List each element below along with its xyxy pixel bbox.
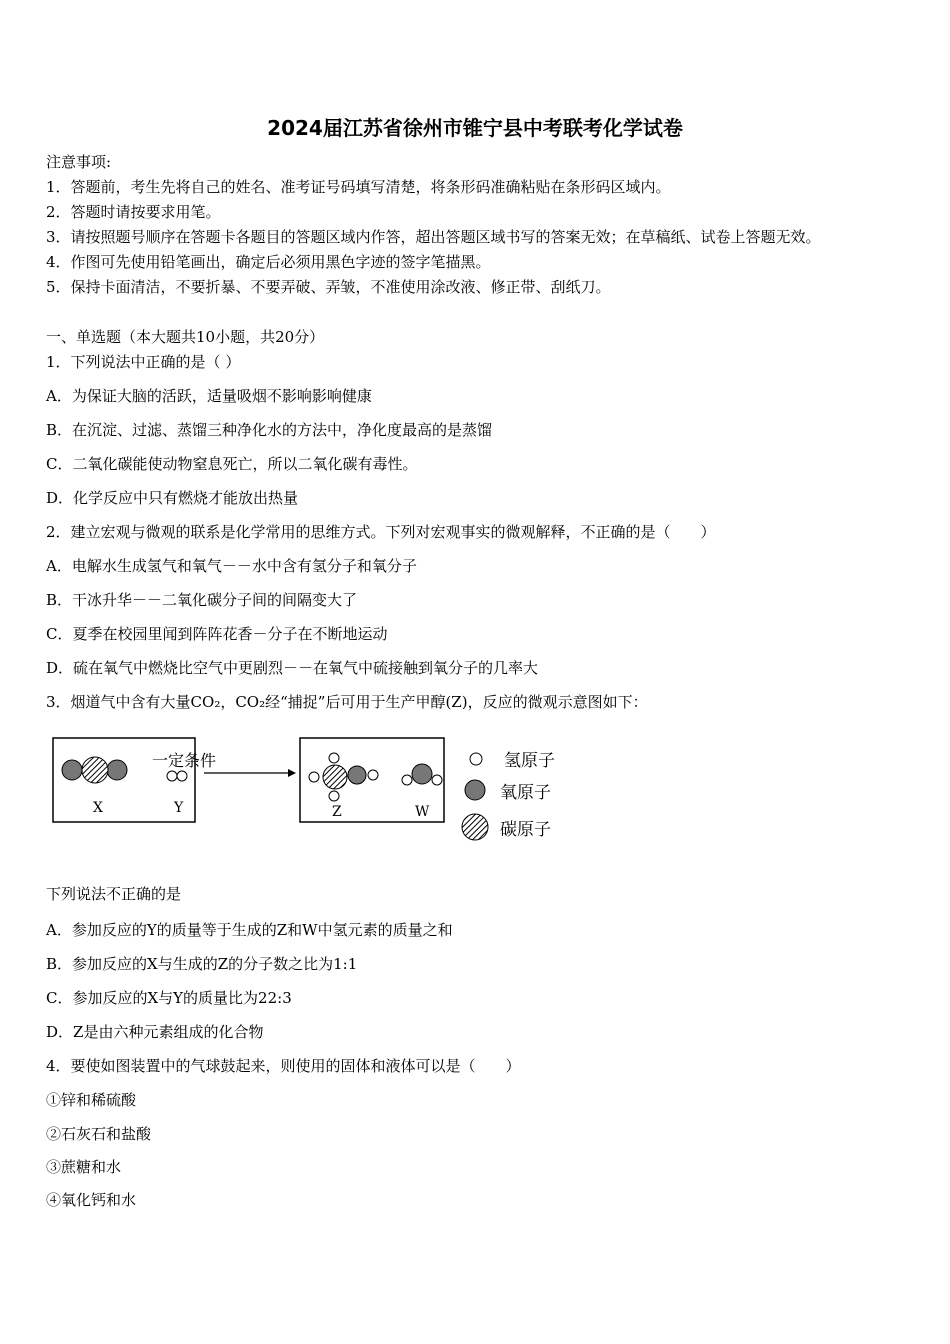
notice-item: 3．请按照题号顺序在答题卡各题目的答题区域内作答，超出答题区域书写的答案无效；在草稿纸、试卷上答题无效。 (46, 228, 821, 246)
notice-heading: 注意事项: (46, 153, 112, 171)
label-y: Y (174, 800, 184, 816)
hydrogen-atom-icon (466, 749, 496, 769)
legend-hydrogen: 氢原子 (466, 746, 555, 771)
question-3-option-c: C．参加反应的X与Y的质量比为22:3 (46, 989, 292, 1007)
question-2-option-a: A．电解水生成氢气和氧气－－水中含有氢分子和氧分子 (46, 557, 417, 575)
label-x: X (93, 800, 103, 816)
legend-oxygen: 氧原子 (462, 777, 551, 803)
label-w: W (415, 804, 430, 820)
question-2-option-b: B．干冰升华－－二氧化碳分子间的间隔变大了 (46, 591, 358, 609)
notice-item: 4．作图可先使用铅笔画出，确定后必须用黑色字迹的签字笔描黑。 (46, 253, 491, 271)
carbon-atom-icon (460, 812, 492, 842)
section-heading: 一、单选题（本大题共10小题，共20分） (46, 328, 325, 346)
question-4-option-4: ④氧化钙和水 (46, 1191, 137, 1209)
question-2-option-c: C．夏季在校园里闻到阵阵花香－分子在不断地运动 (46, 625, 388, 643)
oxygen-atom-icon (462, 777, 492, 803)
notice-item: 5．保持卡面清洁，不要折暴、不要弄破、弄皱，不准使用涂改液、修正带、刮纸刀。 (46, 278, 611, 296)
question-4-option-2: ②石灰石和盐酸 (46, 1125, 152, 1143)
question-1-stem: 1．下列说法中正确的是（ ） (46, 353, 241, 371)
question-3-option-d: D．Z是由六种元素组成的化合物 (46, 1023, 264, 1041)
question-2-option-d: D．硫在氧气中燃烧比空气中更剧烈－－在氧气中硫接触到氧分子的几率大 (46, 659, 539, 677)
molecule-z (309, 753, 378, 801)
notice-item: 2．答题时请按要求用笔。 (46, 203, 221, 221)
question-3-option-a: A．参加反应的Y的质量等于生成的Z和W中氢元素的质量之和 (46, 921, 453, 939)
question-4-stem: 4．要使如图装置中的气球鼓起来，则使用的固体和液体可以是（ ） (46, 1057, 521, 1075)
question-4-option-3: ③蔗糖和水 (46, 1158, 122, 1176)
arrow-label: 一定条件 (152, 751, 217, 770)
molecule-x (62, 757, 127, 783)
question-1-option-d: D．化学反应中只有燃烧才能放出热量 (46, 489, 299, 507)
question-1-option-a: A．为保证大脑的活跃，适量吸烟不影响影响健康 (46, 387, 372, 405)
legend-carbon: 碳原子 (460, 812, 551, 842)
molecule-w (402, 764, 442, 785)
question-2-stem: 2．建立宏观与微观的联系是化学常用的思维方式。下列对宏观事实的微观解释，不正确的是（ ） (46, 523, 716, 541)
question-4-option-1: ①锌和稀硫酸 (46, 1091, 137, 1109)
molecule-y (167, 771, 187, 781)
question-3-prompt: 下列说法不正确的是 (46, 885, 182, 903)
question-3-option-b: B．参加反应的X与生成的Z的分子数之比为1:1 (46, 955, 358, 973)
page-title: 2024届江苏省徐州市锥宁县中考联考化学试卷 (267, 116, 683, 140)
reaction-diagram (52, 736, 452, 826)
notice-item: 1．答题前，考生先将自己的姓名、准考证号码填写清楚，将条形码准确粘贴在条形码区域内。 (46, 178, 671, 196)
label-z: Z (332, 804, 342, 820)
question-1-option-b: B．在沉淀、过滤、蒸馏三种净化水的方法中，净化度最高的是蒸馏 (46, 421, 493, 439)
question-3-stem: 3．烟道气中含有大量CO₂，CO₂经“捕捉”后可用于生产甲醇(Z)，反应的微观示意图如下： (46, 693, 648, 711)
question-1-option-c: C．二氧化碳能使动物窒息死亡，所以二氧化碳有毒性。 (46, 455, 418, 473)
